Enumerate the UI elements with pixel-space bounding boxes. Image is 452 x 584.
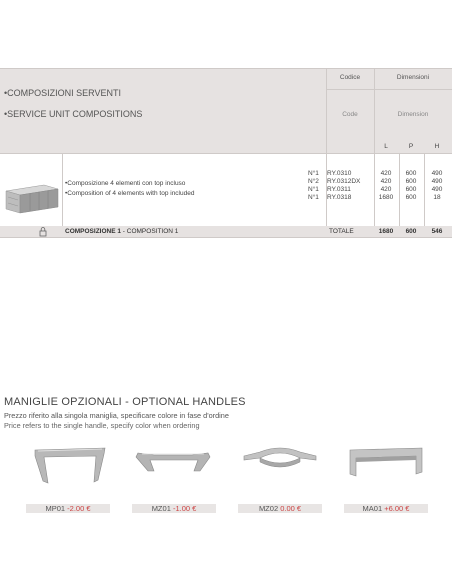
handle-price: +6.00 € xyxy=(384,504,410,513)
dim-h: 490 xyxy=(431,178,443,185)
handle-price-label xyxy=(238,504,322,513)
handle-price-label xyxy=(132,504,216,513)
total-h: 546 xyxy=(431,228,443,235)
dim-l: 420 xyxy=(380,178,392,185)
handle-price: 0.00 € xyxy=(280,504,302,513)
handle-price-label xyxy=(344,504,428,513)
handle-mz02-image xyxy=(240,442,320,482)
total-label: TOTALE xyxy=(329,228,354,235)
divider xyxy=(424,153,425,237)
dim-p: 600 xyxy=(405,170,417,177)
handle-price: -2.00 € xyxy=(67,504,91,513)
code-header-en: Code xyxy=(342,111,358,118)
divider xyxy=(326,89,452,90)
code: RY.0318 xyxy=(327,194,352,201)
dim-p: 600 xyxy=(405,186,417,193)
section-title-en: •SERVICE UNIT COMPOSITIONS xyxy=(4,109,143,119)
dim-l: 420 xyxy=(380,186,392,193)
dim-label-l: L xyxy=(384,143,388,150)
composition-desc-en: •Composition of 4 elements with top included xyxy=(65,190,195,197)
total-p: 600 xyxy=(405,228,417,235)
handle-code: MA01 xyxy=(362,504,383,513)
dim-l: 1680 xyxy=(378,194,394,201)
handles-subtitle-en: Price refers to the single handle, specify color when ordering xyxy=(4,421,200,430)
total-composition-name xyxy=(65,228,178,235)
handles-title: MANIGLIE OPZIONALI - OPTIONAL HANDLES xyxy=(4,396,246,408)
composition-name-en: - COMPOSITION 1 xyxy=(120,228,179,235)
qty: N°1 xyxy=(308,186,319,193)
dim-label-p: P xyxy=(408,143,414,150)
dim-h: 18 xyxy=(433,194,441,201)
code: RY.0311 xyxy=(327,186,351,193)
dim-h: 490 xyxy=(431,186,443,193)
total-l: 1680 xyxy=(378,228,394,235)
composition-desc-it: •Composizione 4 elementi con top incluso xyxy=(65,180,186,187)
sideboard-image xyxy=(4,183,60,215)
handle-code: MZ01 xyxy=(151,504,171,513)
handle-ma01-image xyxy=(346,442,426,484)
code-header: Codice xyxy=(339,74,361,81)
section-title-it: •COMPOSIZIONI SERVENTI xyxy=(4,88,121,98)
handle-mp01-image xyxy=(30,440,110,490)
dimension-header: Dimensioni xyxy=(396,74,430,81)
handle-price: -1.00 € xyxy=(172,504,197,513)
dim-label-h: H xyxy=(434,143,440,150)
dim-p: 600 xyxy=(405,178,417,185)
divider xyxy=(0,153,452,154)
divider xyxy=(0,237,452,238)
handle-code: MP01 xyxy=(45,504,66,513)
dimension-header-en: Dimension xyxy=(397,111,429,118)
handle-code: MZ02 xyxy=(258,504,279,513)
dim-l: 420 xyxy=(380,170,392,177)
divider xyxy=(62,153,63,237)
qty: N°1 xyxy=(308,194,319,201)
handle-price-label xyxy=(26,504,110,513)
dim-h: 490 xyxy=(431,170,443,177)
code: RY.0312DX xyxy=(327,178,361,185)
qty: N°2 xyxy=(308,178,319,185)
dim-p: 600 xyxy=(405,194,417,201)
lock-icon xyxy=(38,226,48,237)
composition-name-it: COMPOSIZIONE 1 xyxy=(65,228,121,235)
divider xyxy=(0,68,452,69)
code: RY.0310 xyxy=(327,170,352,177)
handle-mz01-image xyxy=(134,445,214,485)
handles-subtitle-it: Prezzo riferito alla singola maniglia, specificare colore in fase d'ordine xyxy=(4,411,229,420)
qty: N°1 xyxy=(308,170,319,177)
